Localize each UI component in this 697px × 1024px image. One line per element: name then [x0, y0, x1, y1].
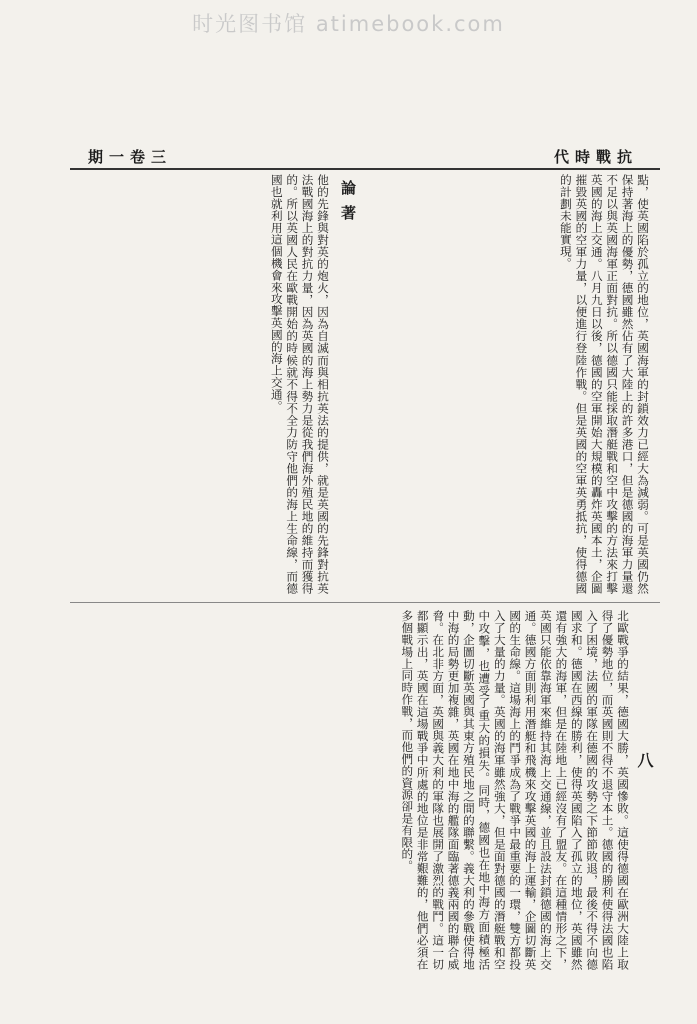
- text-block-bottom: 北歐戰爭的結果，德國大勝，英國慘敗。這使得德國在歐洲大陸上取得了優勢地位，而英國則不得不退守本土。德國的勝利使得法國也陷入了困境，法國的軍隊在德國的攻勢之下節節敗退，最後不得不向德國求和。德國在西線的勝利，使得英國陷入了孤立的地位，英國雖然還有強大的海軍，但是在陸地上已經沒有了盟友。在這種情形之下，英國只能依靠海軍來維持其海上交通線，並且設法封鎖德國的海上交通。德國方面則利用潛艇和飛機來攻擊英國的海上運輸，企圖切斷英國的生命線。這場海上的鬥爭成為了戰爭中最重要的一環，雙方都投入了大量的力量。英國的海軍雖然強大，但是面對德國的潛艇戰和空中攻擊，也遭受了重大的損失。同時，德國也在地中海方面積極活動，企圖切斷英國與其東方殖民地之間的聯繫。義大利的參戰使得地中海的局勢更加複雜，英國在地中海的艦隊面臨著德義兩國的聯合威脅。在北非方面，英國與義大利的軍隊也展開了激烈的戰鬥。這一切都顯示出，英國在這場戰爭中所處的地位是非常艱難的，他們必須在多個戰場上同時作戰，而他們的資源卻是有限的。: [400, 610, 630, 970]
- section-label: 論著: [339, 180, 357, 230]
- text-block-right-top: 點，使英國陷於孤立的地位，英國海軍的封鎖效力已經大為減弱。可是英國仍然保持著海上的優勢，德國雖然佔有了大陸上的許多港口，但是德國的海軍力量還不足以與英國海軍正面對抗。所以德國只能採取潛艇戰和空中攻擊的方法來打擊英國的海上交通。八月九日以後，德國的空軍開始大規模的轟炸英國本土，企圖摧毀英國的空軍力量，以便進行登陸作戰。但是英國的空軍英勇抵抗，使得德國的計劃未能實現。: [558, 174, 650, 594]
- journal-title: 代時戰抗: [553, 148, 638, 166]
- issue-number: 期一卷三: [88, 148, 173, 166]
- page-number: 八: [635, 752, 654, 778]
- header-rule: [70, 168, 660, 170]
- watermark-text: 时光图书馆 atimebook.com: [192, 12, 505, 36]
- document-page: [70, 140, 660, 980]
- section-divider: [70, 602, 660, 603]
- text-block-left-top: 他的先鋒與對英的炮火，因為自滅而與相抗英法的提供，就是英國的先鋒對抗英法戰國海上的對抗力量，因為英國的海上勢力是從我們海外殖民地的維持而獲得的。所以英國人民在歐戰開始的時候就不得不全力防守他們的海上生命線，而德國也就利用這個機會來攻擊英國的海上交通。: [269, 174, 330, 594]
